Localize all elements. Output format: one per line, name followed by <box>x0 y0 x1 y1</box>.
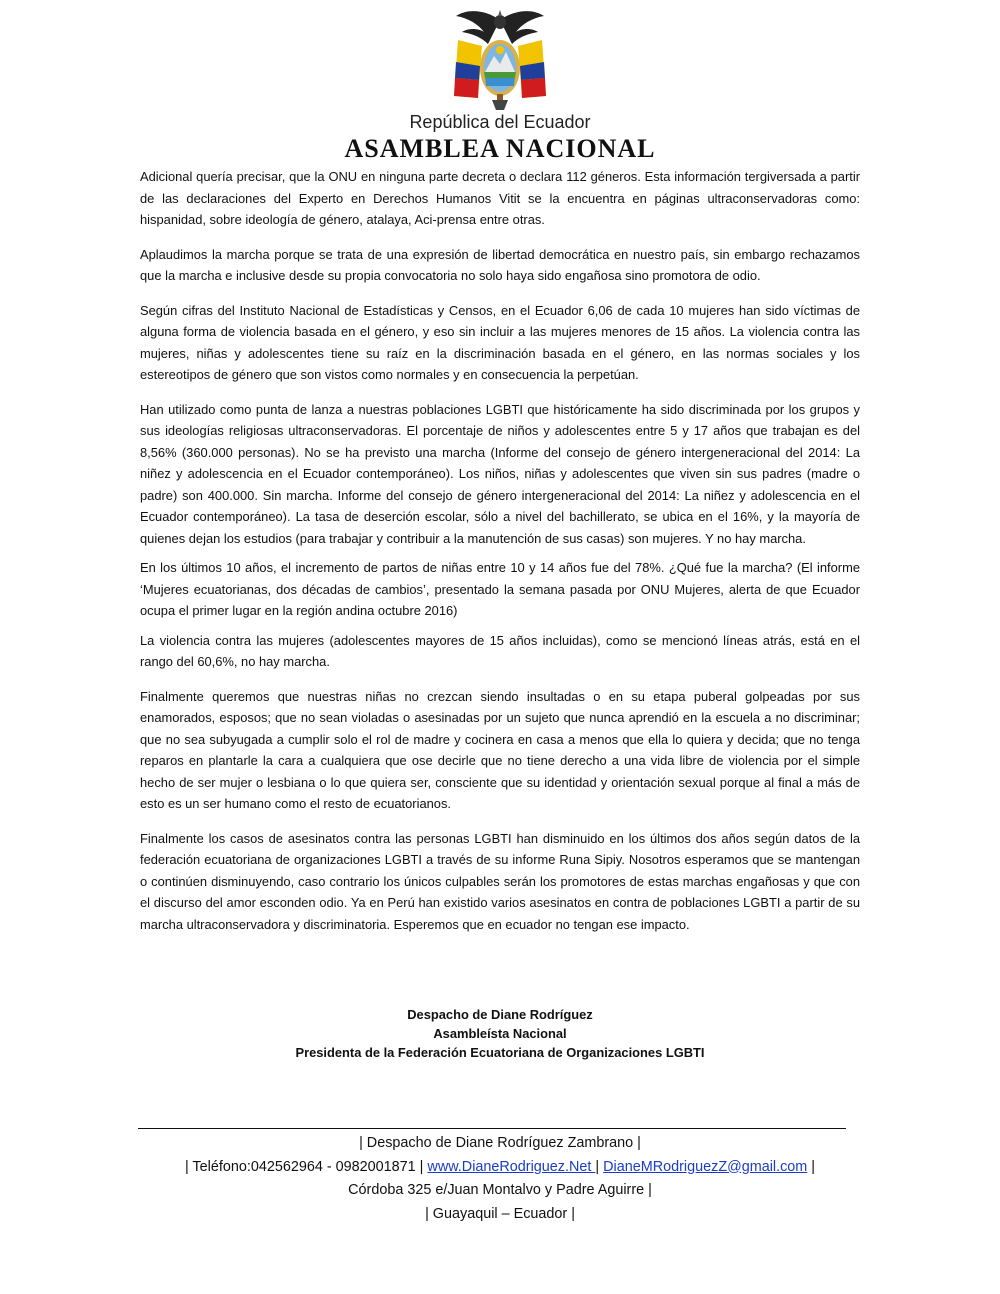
footer-contact-line <box>0 1156 1000 1180</box>
paragraph: Finalmente los casos de asesinatos contra las personas LGBTI han disminuido en los últimos dos años según datos de la federación ecuatoriana de organizaciones LGBTI a través de su informe Runa Sipiy. Nosotros esperamos que se mantengan o continúen disminuyendo, caso contrario los únicos culpables serán los promotores de estas marchas engañosas y que con el discurso del amor esconden odio. Ya en Perú han existido varios asesinatos en contra de poblaciones LGBTI a partir de su marcha ultraconservadora y discriminatoria. Esperemos que en ecuador no tengan ese impacto. <box>140 830 860 932</box>
paragraph: Han utilizado como punta de lanza a nuestras poblaciones LGBTI que históricamente ha sido discriminada por los grupos y sus ideologías religiosas ultraconservadoras. El porcentaje de niños y adolescentes entre 5 y 17 años que trabajan es del 8,56% (360.000 personas). No se ha previsto una marcha (Informe del consejo de género intergeneracional del 2014: La niñez y adolescencia en el Ecuador contemporáneo). Los niños, niñas y adolescentes que viven sin sus padres (madre o padre) son 400.000. Sin marcha. Informe del consejo de género intergeneracional del 2014: La niñez y adolescencia en el Ecuador contemporáneo). La tasa de deserción escolar, sólo a nivel del bachillerato, se ubica en el 16%, y la mayoría de quienes dejan los estudios (para trabajar y contribuir a la manutención de sus casas) son mujeres. Y no hay marcha. <box>140 401 860 546</box>
paragraph: Adicional quería precisar, que la ONU en ninguna parte decreta o declara 112 géneros. Esta información tergiversada a partir de las declaraciones del Experto en Derechos Humanos Vitit se la encuentra en páginas ultraconservadoras como: hispanidad, sobre ideología de género, atalaya, Aci-prensa entre otras. <box>140 169 860 227</box>
paragraph: Aplaudimos la marcha porque se trata de una expresión de libertad democrática en nuestro país, sin embargo rechazamos que la marcha e inclusive desde su propia convocatoria no solo haya sido engañosa sino promotora de odio. <box>140 246 860 283</box>
footer-city: | Guayaquil – Ecuador | <box>425 1205 575 1222</box>
signature-block <box>0 1005 1000 1062</box>
signature-title: Asambleísta Nacional <box>433 1026 567 1041</box>
footer <box>0 1132 1000 1226</box>
footer-office: | Despacho de Diane Rodríguez Zambrano | <box>359 1135 641 1151</box>
footer-divider <box>138 1128 846 1129</box>
footer-phone: | Teléfono:042562964 - 0982001871 | <box>184 1158 428 1175</box>
paragraph: Finalmente queremos que nuestras niñas no crezcan siendo insultadas o en su etapa puberal golpeadas por sus enamorados, esposos; que no sean violadas o asesinadas por un sujeto que nunca aprendió en la escuela a no discriminar; que no sea subyugada a cumplir solo el rol de madre y cocinera en casa a menos que ella lo quiera y decida; que no tenga reparos en plantarle la cara a cualquiera que ose decirle que no tiene derecho a una vida libre de violencia por el simple hecho de ser mujer o lesbiana o lo que quiera ser, consciente que su identidad y orientación sexual porque al final a más de esto es un ser humano como el resto de ecuatorianos. <box>140 688 860 811</box>
email-link[interactable]: DianeMRodriguezZ@gmail.com <box>603 1158 808 1175</box>
signature-role: Presidenta de la Federación Ecuatoriana de Organizaciones LGBTI <box>295 1045 705 1060</box>
header-asamblea-nacional: ASAMBLEA NACIONAL <box>344 134 656 163</box>
ecuador-coat-of-arms-icon <box>438 6 562 114</box>
document-body <box>140 166 860 948</box>
signature-office: Despacho de Diane Rodríguez <box>407 1007 593 1022</box>
paragraph: La violencia contra las mujeres (adolescentes mayores de 15 años incluidas), como se mencionó líneas atrás, está en el rango del 60,6%, no hay marcha. <box>140 632 860 669</box>
footer-separator: | <box>595 1158 604 1175</box>
header-republica: República del Ecuador <box>409 112 591 132</box>
footer-separator-end: | <box>807 1158 816 1175</box>
paragraph: Según cifras del Instituto Nacional de Estadísticas y Censos, en el Ecuador 6,06 de cada 10 mujeres han sido víctimas de alguna forma de violencia basada en el género, y eso sin incluir a las mujeres menores de 15 años. La violencia contra las mujeres, niñas y adolescentes tiene su raíz en la discriminación basada en el género, en las normas sociales y los estereotipos de género que son vistos como normales y en consecuencia la perpetúan. <box>140 302 860 382</box>
website-link[interactable]: www.DianeRodriguez.Net <box>427 1158 596 1175</box>
paragraph: En los últimos 10 años, el incremento de partos de niñas entre 10 y 14 años fue del 78%. ¿Qué fue la marcha? (El informe ‘Mujeres ecuatorianas, dos décadas de cambios’, presentado la semana pasada por ONU Mujeres, alerta de que Ecuador ocupa el primer lugar en la región andina octubre 2016) <box>140 560 860 618</box>
footer-address: Córdoba 325 e/Juan Montalvo y Padre Aguirre | <box>348 1182 652 1198</box>
